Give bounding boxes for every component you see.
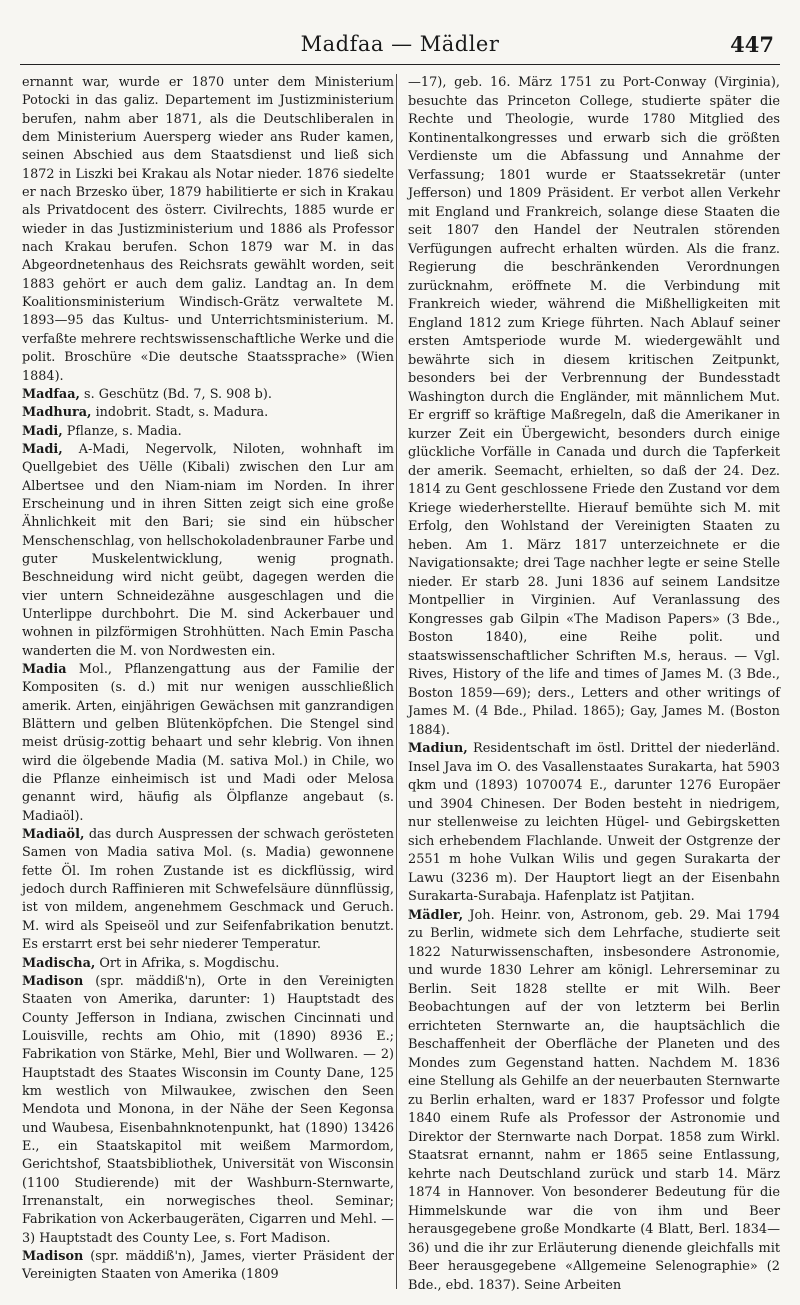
entry-madia xyxy=(22,661,394,826)
entry-madhura xyxy=(22,404,394,422)
entry-madischa xyxy=(22,955,394,973)
entry-madi-plant xyxy=(22,423,394,441)
entry-text: Mol., Pflanzengattung aus der Familie der Kompositen (s. d.) mit nur wenigen ausschließlich amerik. Arten, einjährigen Gewächsen mit ganzrandigen Blättern und gelben Blütenköpfchen. Die Stengel sind meist drüsig-zottig behaart und sehr klebrig. Von ihnen wird die ölgebende Madia (M. sativa Mol.) in Chile, wo die Pflanze einheimisch ist und Madi oder Melosa genannt wird, häufig als Ölpflanze angebaut (s. Madiaöl). xyxy=(22,662,394,824)
running-head: Madfaa — Mädler xyxy=(300,32,500,56)
entry-madfaa xyxy=(22,386,394,404)
page-header xyxy=(20,28,780,65)
entry-lemma: Mädler, xyxy=(408,907,464,923)
column-divider xyxy=(396,74,397,1289)
entry-lemma: Madischa, xyxy=(22,955,96,971)
entry-text: Pflanze, s. Madia. xyxy=(62,423,182,439)
entry-text: Residentschaft im östl. Drittel der niederländ. Insel Java im O. des Vasallenstaates Surakarta, hat 5903 qkm und (1893) 1070074 E., darunter 1276 Europäer und 3904 Chinesen. Der Boden besteht in niedrigem, nur stellenweise zu leichten Hügel- und Gebirgsketten sich erhebendem Flachlande. Unweit der Ostgrenze der 2551 m hohe Vulkan Wilis und gegen Surakarta der Lawu (3236 m). Der Hauptort liegt an der Eisenbahn Surakarta-Surabaja. Hafenplatz ist Patjitan. xyxy=(408,741,780,904)
entry-madi-people xyxy=(22,441,394,661)
entry-maedler xyxy=(408,907,780,1296)
entry-text: Ort in Afrika, s. Mogdischu. xyxy=(95,955,280,971)
continuation-text: ernannt war, wurde er 1870 unter dem Ministerium Potocki in das galiz. Departement im Justizministerium berufen, nahm aber 1871, als die Deutschliberalen in dem Ministerium Auersperg wieder ans Ruder kamen, seinen Abschied aus dem Staatsdienst und ließ sich 1872 in Liszki bei Krakau als Notar nieder. 1876 siedelte er nach Brzesko über, 1879 habilitierte er sich in Krakau als Privatdocent des österr. Civilrechts, 1885 wurde er wieder in das Justizministerium und 1886 als Professor nach Krakau berufen. Schon 1879 war M. in das Abgeordnetenhaus des Reichsrats gewählt worden, seit 1883 gehört er auch dem galiz. Landtag an. In dem Koalitionsministerium Windisch-Grätz verwaltete M. 1893—95 das Kultus- und Unterrichtsministerium. M. verfaßte mehrere rechtswissenschaftliche Werke und die polit. Broschüre «Die deutsche Staatssprache» (Wien 1884). xyxy=(22,75,394,384)
left-column xyxy=(22,74,394,1285)
entry-text: das durch Auspressen der schwach gerösteten Samen von Madia sativa Mol. (s. Madia) gewonnene fette Öl. Im rohen Zustande ist es dickflüssig, wird jedoch durch Raffinieren mit Schwefelsäure dünnflüssig, ist von mildem, angenehmem Geschmack und Geruch. M. wird als Speiseöl und zur Seifenfabrikation benutzt. Es erstarrt erst bei sehr niederer Temperatur. xyxy=(22,827,394,953)
entry-lemma: Madi, xyxy=(22,423,63,439)
entry-madison-james xyxy=(22,1248,394,1285)
entry-text: (spr. mäddiß'n), Orte in den Vereinigten Staaten von Amerika, darunter: 1) Hauptstadt des County Jefferson in Indiana, zwischen Cincinnati und Louisville, rechts am Ohio, mit (1890) 8936 E.; Fabrikation von Stärke, Mehl, Bier und Wollwaren. — 2) Hauptstadt des Staates Wisconsin im County Dane, 125 km westlich von Milwaukee, zwischen den Seen Mendota und Monona, in der Nähe der Seen Kegonsa und Waubesa, Eisenbahnknotenpunkt, hat (1890) 13426 E., ein Staatskapitol mit weißem Marmordom, Gerichtshof, Staatsbibliothek, Universität von Wisconsin (1100 Studierende) mit der Washburn-Sternwarte, Irrenanstalt, ein norwegisches theol. Seminar; Fabrikation von Ackerbaugeräten, Cigarren und Mehl. — 3) Hauptstadt des County Lee, s. Fort Madison. xyxy=(22,973,394,1246)
entry-lemma: Madison xyxy=(22,973,84,989)
entry-madison-places xyxy=(22,973,394,1248)
entry-madiun xyxy=(408,740,780,907)
page-number: 447 xyxy=(730,32,774,57)
entry-lemma: Madfaa, xyxy=(22,386,80,402)
entry-lemma: Madiun, xyxy=(408,741,468,756)
entry-madiaoel xyxy=(22,826,394,954)
entry-lemma: Madhura, xyxy=(22,405,92,421)
right-column xyxy=(408,74,780,1295)
entry-text: (spr. mäddiß'n), James, vierter Präsident der Vereinigten Staaten von Amerika (1809 xyxy=(22,1249,394,1283)
entry-lemma: Madia xyxy=(22,662,67,677)
entry-text: A-Madi, Negervolk, Niloten, wohnhaft im Quellgebiet des Uëlle (Kibali) zwischen den Lur am Albertsee und den Niam-niam im Norden. In ihrer Erscheinung und in ihren Sitten zeigt sich eine große Ähnlichkeit mit den Bari; sie sind ein hübscher Menschenschlag, von hellschokoladenbrauner Farbe und guter Muskelentwicklung, wenig prognath. Beschneidung wird nicht geübt, dagegen werden die vier untern Schneidezähne ausgeschlagen und die Unterlippe durchbohrt. Die M. sind Ackerbauer und wohnen in pilzförmigen Strohhütten. Nach Emin Pascha wanderten die M. von Nordwesten ein. xyxy=(22,441,394,659)
entry-lemma: Madison xyxy=(22,1249,84,1264)
entry-text: s. Geschütz (Bd. 7, S. 908 b). xyxy=(79,386,272,402)
entry-text: Joh. Heinr. von, Astronom, geb. 29. Mai 1794 zu Berlin, widmete sich dem Lehrfache, studierte seit 1822 Naturwissenschaften, insbesondere Astronomie, und wurde 1830 Lehrer am königl. Lehrerseminar zu Berlin. Seit 1828 stellte er mit Wilh. Beer Beobachtungen auf der von letzterm bei Berlin errichteten Sternwarte an, die hauptsächlich die Beschaffenheit der Oberfläche der Planeten und des Mondes zum Gegenstand hatten. Nachdem M. 1836 eine Stellung als Gehilfe an der neuerbauten Sternwarte zu Berlin erhalten, ward er 1837 Professor und folgte 1840 einem Rufe als Professor der Astronomie und Direktor der Sternwarte nach Dorpat. 1858 zum Wirkl. Staatsrat ernannt, nahm er 1865 seine Entlassung, kehrte nach Deutschland zurück und starb 14. März 1874 in Hannover. Von besonderer Bedeutung für die Himmelskunde war die von ihm und Beer herausgegebene große Mondkarte (4 Blatt, Berl. 1834—36) und die ihr zur Erläuterung dienende gleichfalls mit Beer herausgegebene «Allgemeine Selenographie» (2 Bde., ebd. 1837). Seine Arbeiten xyxy=(408,907,780,1293)
continuation-text: —17), geb. 16. März 1751 zu Port-Conway (Virginia), besuchte das Princeton College, studierte später die Rechte und Theologie, wurde 1780 Mitglied des Kontinentalkongresses und erwarb sich die größten Verdienste um die Abfassung und Annahme der Verfassung; 1801 wurde er Staatssekretär (unter Jefferson) und 1809 Präsident. Er verbot allen Verkehr mit England und Frankreich, solange diese Staaten die seit 1807 den Handel der Neutralen störenden Verfügungen aufrecht erhalten würden. Als die franz. Regierung die beschränkenden Verordnungen zurücknahm, eröffnete M. die Verbindung mit Frankreich wieder, während die Mißhelligkeiten mit England 1812 zum Kriege führten. Nach Ablauf seiner ersten Amtsperiode wurde M. wiedergewählt und bewährte sich in diesem kritischen Zeitpunkt, besonders bei der Verbrennung der Bundesstadt Washington durch die Engländer, mit männlichem Mut. Er ergriff so kräftige Maßregeln, daß die Amerikaner in kurzer Zeit ein Übergewicht, besonders durch einige glückliche Vorfälle in Canada und durch die Tapferkeit der amerik. Seemacht, erhielten, so daß der 24. Dez. 1814 zu Gent geschlossene Friede den Zustand vor dem Kriege wiederherstellte. Hierauf bemühte sich M. mit Erfolg, den Wohlstand der Vereinigten Staaten zu heben. Am 1. März 1817 unterzeichnete er die Navigationsakte; drei Tage nachher legte er seine Stelle nieder. Er starb 28. Juni 1836 auf seinem Landsitze Montpellier in Virginien. Auf Veranlassung des Kongresses gab Gilpin «The Madison Papers» (3 Bde., Boston 1840), eine Reihe polit. und staatswissenschaftlicher Schriften M.s, heraus. — Vgl. Rives, History of the life and times of James M. (3 Bde., Boston 1859—69); ders., Letters and other writings of James M. (4 Bde., Philad. 1865); Gay, James M. (Boston 1884). xyxy=(408,75,780,738)
entry-lemma: Madi, xyxy=(22,441,63,457)
entry-lemma: Madiaöl, xyxy=(22,827,85,843)
entry-text: indobrit. Stadt, s. Madura. xyxy=(91,405,269,421)
